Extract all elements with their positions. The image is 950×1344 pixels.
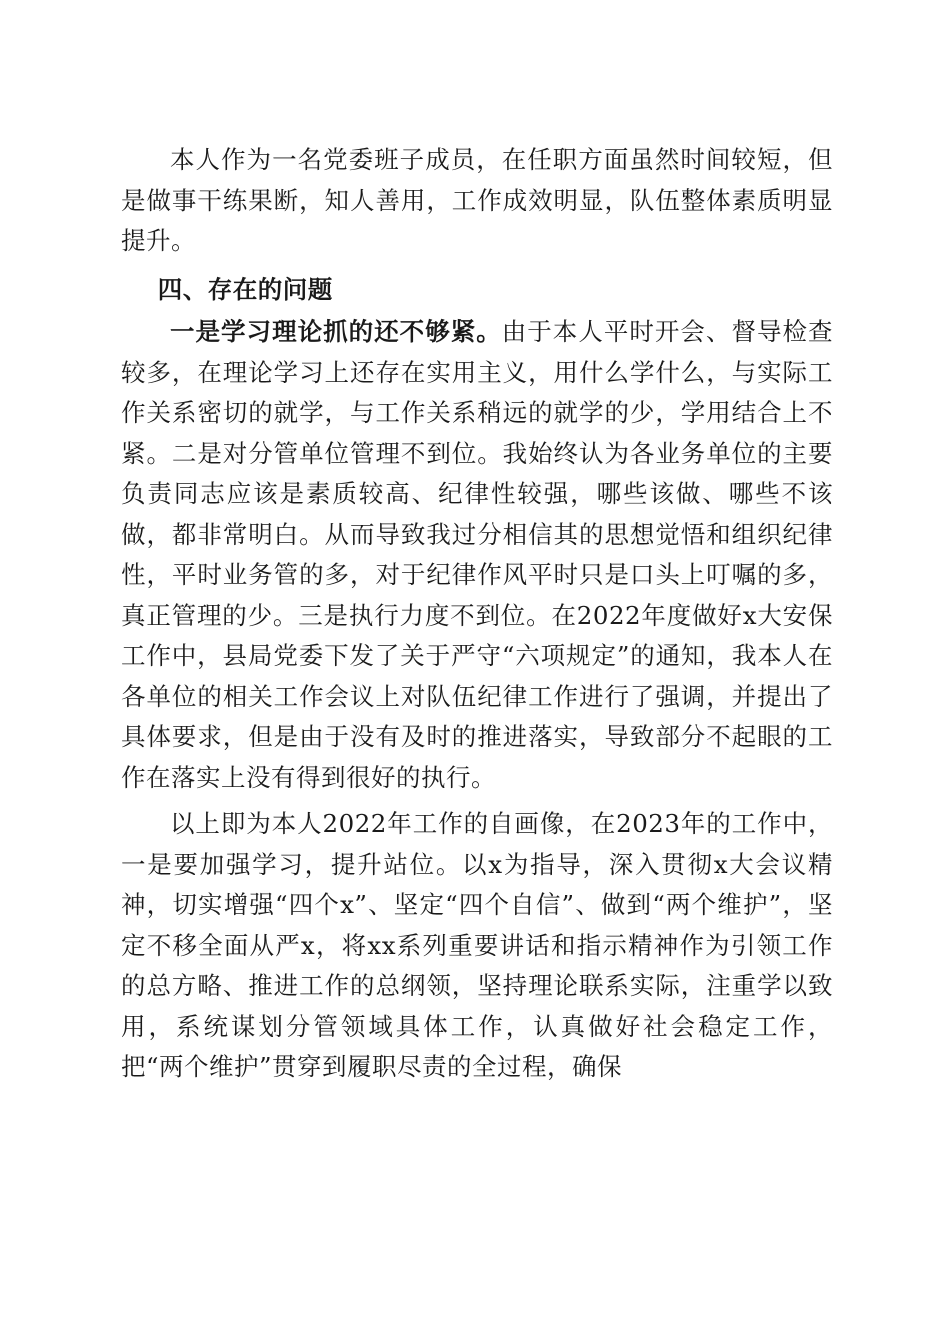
intro-paragraph: 本人作为一名党委班子成员，在任职方面虽然时间较短，但是做事干练果断，知人善用，工作成效明显，队伍整体素质明显提升。	[121, 145, 833, 255]
problems-paragraph	[121, 312, 833, 798]
paragraph-gap	[121, 262, 833, 268]
section-heading: 四、存在的问题	[157, 274, 333, 304]
problems-body: 由于本人平时开会、督导检查较多，在理论学习上还存在实用主义，用什么学什么，与实际工作关系密切的就学，与工作关系稍远的就学的少，学用结合上不紧。二是对分管单位管理不到位。我始终认为各业务单位的主要负责同志应该是素质较高、纪律性较强，哪些该做、哪些不该做，都非常明白。从而导致我过分相信其的思想觉悟和组织纪律性，平时业务管的多，对于纪律作风平时只是口头上叮嘱的多，真正管理的少。三是执行力度不到位。在2022年度做好x大安保工作中，县局党委下发了关于严守“六项规定”的通知，我本人在各单位的相关工作会议上对队伍纪律工作进行了强调，并提出了具体要求，但是由于没有及时的推进落实，导致部分不起眼的工作在落实上没有得到很好的执行。	[121, 317, 834, 792]
document-body	[121, 140, 833, 1088]
closing-paragraph: 以上即为本人2022年工作的自画像，在2023年的工作中，一是要加强学习，提升站位。以x为指导，深入贯彻x大会议精神，切实增强“四个x”、坚定“四个自信”、做到“两个维护”，坚定不移全面从严x，将xx系列重要讲话和指示精神作为引领工作的总方略、推进工作的总纲领，坚持理论联系实际，注重学以致用，系统谋划分管领域具体工作，认真做好社会稳定工作，把“两个维护”贯穿到履职尽责的全过程，确保	[121, 809, 833, 1081]
problems-lead: 一是学习理论抓的还不够紧。	[170, 317, 502, 346]
